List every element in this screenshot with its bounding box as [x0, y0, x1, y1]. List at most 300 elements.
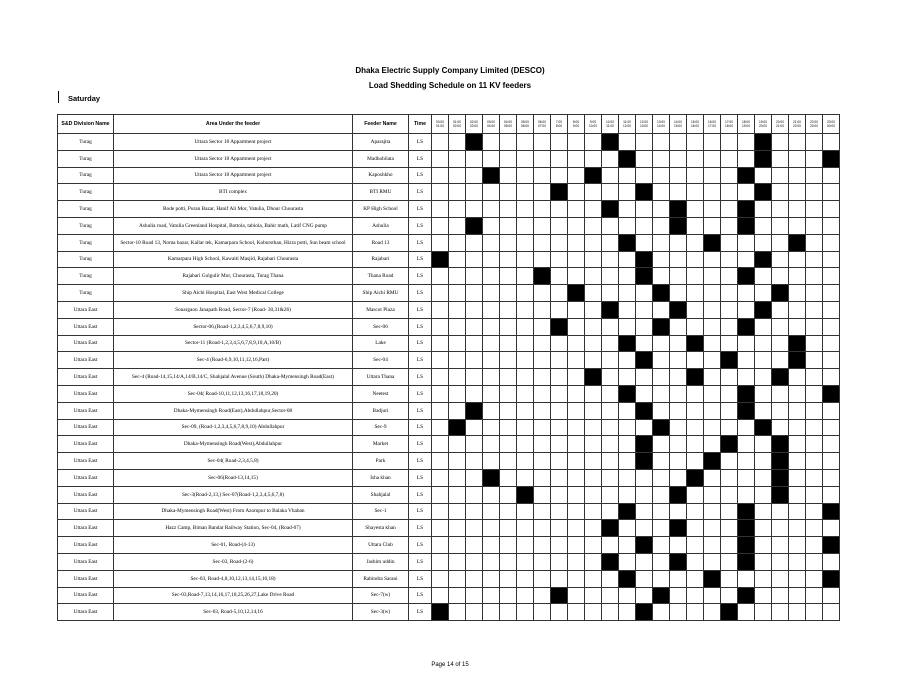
slot-cell — [755, 604, 772, 621]
slot-cell — [483, 453, 500, 470]
time-cell: LS — [409, 486, 432, 503]
slot-end: 11:00 — [606, 124, 614, 128]
slot-cell — [789, 486, 806, 503]
slot-cell — [772, 217, 789, 234]
table-row — [58, 201, 840, 218]
slot-cell — [466, 537, 483, 554]
shedding-slot-cell — [772, 453, 789, 470]
slot-cell — [602, 251, 619, 268]
slot-cell — [449, 150, 466, 167]
slot-end: 8:00 — [555, 124, 563, 128]
shedding-slot-cell — [789, 352, 806, 369]
slot-cell — [500, 604, 517, 621]
slot-cell — [483, 486, 500, 503]
shedding-slot-cell — [738, 537, 755, 554]
shedding-slot-cell — [551, 587, 568, 604]
slot-start: 05:00 — [521, 120, 529, 124]
slot-cell — [823, 486, 840, 503]
slot-cell — [704, 604, 721, 621]
slot-cell — [449, 587, 466, 604]
slot-cell — [653, 570, 670, 587]
slot-cell — [619, 537, 636, 554]
shedding-slot-cell — [823, 570, 840, 587]
slot-cell — [738, 369, 755, 386]
slot-cell — [687, 537, 704, 554]
slot-cell — [721, 301, 738, 318]
slot-cell — [704, 419, 721, 436]
slot-cell — [517, 352, 534, 369]
slot-cell — [517, 503, 534, 520]
slot-cell — [789, 301, 806, 318]
slot-cell — [721, 520, 738, 537]
slot-cell — [738, 134, 755, 151]
slot-cell — [772, 167, 789, 184]
slot-cell — [517, 453, 534, 470]
shedding-slot-cell — [704, 234, 721, 251]
slot-cell — [823, 134, 840, 151]
feeder-cell: Ashulia — [353, 217, 409, 234]
shedding-slot-cell — [466, 134, 483, 151]
slot-cell — [704, 285, 721, 302]
area-cell: Sec-03, Road-(2-6) — [114, 553, 353, 570]
area-cell: Sec-03, Road-4,8,10,12,13,14,15,16,18) — [114, 570, 353, 587]
shedding-slot-cell — [687, 369, 704, 386]
shedding-slot-cell — [721, 436, 738, 453]
slot-cell — [772, 503, 789, 520]
slot-cell — [721, 537, 738, 554]
page-number: Page 14 of 15 — [431, 662, 469, 668]
slot-cell — [755, 167, 772, 184]
slot-cell — [789, 520, 806, 537]
slot-cell — [585, 234, 602, 251]
slot-cell — [789, 150, 806, 167]
slot-cell — [585, 402, 602, 419]
shedding-slot-cell — [636, 352, 653, 369]
slot-cell — [449, 217, 466, 234]
slot-cell — [602, 436, 619, 453]
slot-cell — [755, 268, 772, 285]
division-cell: Turag — [58, 201, 114, 218]
shedding-slot-cell — [704, 570, 721, 587]
time-cell: LS — [409, 419, 432, 436]
slot-cell — [636, 587, 653, 604]
slot-cell — [466, 436, 483, 453]
area-cell: Kamarpara High School, Kawaiti Masjid, Rajabari Chourasta — [114, 251, 353, 268]
slot-cell — [636, 385, 653, 402]
table-row — [58, 285, 840, 302]
division-cell: Uttara East — [58, 352, 114, 369]
slot-start: 03:00 — [487, 120, 495, 124]
slot-cell — [789, 318, 806, 335]
slot-cell — [772, 402, 789, 419]
slot-cell — [619, 587, 636, 604]
slot-cell — [517, 436, 534, 453]
slot-header — [568, 115, 585, 134]
feeder-cell: Shayesta khan — [353, 520, 409, 537]
slot-cell — [806, 251, 823, 268]
table-row — [58, 486, 840, 503]
slot-cell — [806, 335, 823, 352]
slot-end: 16:00 — [691, 124, 699, 128]
slot-cell — [806, 453, 823, 470]
table-row — [58, 184, 840, 201]
slot-cell — [704, 385, 721, 402]
division-cell: Uttara East — [58, 453, 114, 470]
slot-start: 12:00 — [640, 120, 648, 124]
slot-cell — [721, 150, 738, 167]
slot-cell — [687, 352, 704, 369]
slot-cell — [619, 352, 636, 369]
area-cell: Sec-04( Road-10,11,12,13,16,17,18,19,20) — [114, 385, 353, 402]
slot-cell — [721, 285, 738, 302]
slot-cell — [551, 301, 568, 318]
slot-cell — [568, 553, 585, 570]
slot-cell — [466, 604, 483, 621]
table-row — [58, 369, 840, 386]
slot-cell — [568, 352, 585, 369]
slot-cell — [568, 402, 585, 419]
slot-cell — [687, 486, 704, 503]
slot-cell — [619, 301, 636, 318]
slot-cell — [534, 352, 551, 369]
division-cell: Uttara East — [58, 604, 114, 621]
slot-cell — [602, 503, 619, 520]
slot-cell — [755, 553, 772, 570]
slot-cell — [449, 184, 466, 201]
slot-cell — [483, 184, 500, 201]
shedding-slot-cell — [602, 301, 619, 318]
shedding-slot-cell — [670, 520, 687, 537]
slot-cell — [721, 419, 738, 436]
slot-cell — [517, 268, 534, 285]
slot-cell — [466, 268, 483, 285]
slot-cell — [483, 604, 500, 621]
shedding-slot-cell — [636, 402, 653, 419]
feeder-cell: Neetest — [353, 385, 409, 402]
slot-cell — [534, 436, 551, 453]
slot-cell — [704, 217, 721, 234]
slot-cell — [653, 184, 670, 201]
shedding-slot-cell — [517, 486, 534, 503]
slot-end: 03:00 — [470, 124, 478, 128]
slot-cell — [500, 503, 517, 520]
slot-cell — [551, 453, 568, 470]
slot-cell — [755, 436, 772, 453]
slot-cell — [585, 587, 602, 604]
slot-cell — [585, 318, 602, 335]
division-cell: Uttara East — [58, 570, 114, 587]
slot-cell — [636, 503, 653, 520]
slot-cell — [568, 419, 585, 436]
slot-cell — [670, 419, 687, 436]
slot-header — [755, 115, 772, 134]
slot-cell — [670, 335, 687, 352]
shedding-slot-cell — [619, 385, 636, 402]
slot-cell — [449, 134, 466, 151]
slot-start: 19:00 — [759, 120, 767, 124]
area-cell: BTI complex — [114, 184, 353, 201]
slot-cell — [449, 402, 466, 419]
slot-header — [789, 115, 806, 134]
shedding-slot-cell — [636, 537, 653, 554]
slot-cell — [466, 570, 483, 587]
slot-cell — [483, 587, 500, 604]
slot-cell — [823, 217, 840, 234]
slot-cell — [721, 335, 738, 352]
slot-cell — [670, 503, 687, 520]
slot-cell — [585, 134, 602, 151]
table-row — [58, 167, 840, 184]
shedding-slot-cell — [670, 301, 687, 318]
shedding-slot-cell — [602, 520, 619, 537]
slot-cell — [534, 503, 551, 520]
slot-cell — [483, 520, 500, 537]
slot-end: 02:00 — [453, 124, 461, 128]
slot-cell — [772, 587, 789, 604]
slot-cell — [823, 335, 840, 352]
slot-cell — [483, 570, 500, 587]
slot-cell — [466, 234, 483, 251]
slot-cell — [653, 369, 670, 386]
slot-cell — [704, 436, 721, 453]
slot-cell — [449, 167, 466, 184]
slot-cell — [585, 217, 602, 234]
table-row — [58, 352, 840, 369]
slot-cell — [466, 201, 483, 218]
slot-cell — [721, 570, 738, 587]
shedding-slot-cell — [653, 318, 670, 335]
area-cell: Dhaka-Mymensingh Road(West) From Azompur to Balaka Vhaban — [114, 503, 353, 520]
slot-cell — [602, 352, 619, 369]
slot-cell — [687, 587, 704, 604]
slot-cell — [619, 486, 636, 503]
division-cell: Uttara East — [58, 402, 114, 419]
slot-cell — [517, 234, 534, 251]
feeder-cell: Sec-04 — [353, 352, 409, 369]
shedding-slot-cell — [687, 335, 704, 352]
slot-cell — [653, 217, 670, 234]
slot-cell — [432, 402, 449, 419]
shedding-slot-cell — [670, 201, 687, 218]
slot-cell — [670, 369, 687, 386]
slot-cell — [619, 217, 636, 234]
slot-cell — [772, 184, 789, 201]
slot-cell — [738, 301, 755, 318]
time-cell: LS — [409, 520, 432, 537]
slot-cell — [653, 167, 670, 184]
slot-header — [534, 115, 551, 134]
slot-cell — [585, 503, 602, 520]
slot-cell — [483, 318, 500, 335]
slot-cell — [466, 301, 483, 318]
slot-cell — [619, 268, 636, 285]
slot-cell — [738, 486, 755, 503]
slot-cell — [721, 587, 738, 604]
slot-cell — [687, 419, 704, 436]
slot-cell — [585, 486, 602, 503]
slot-cell — [823, 553, 840, 570]
shedding-slot-cell — [653, 285, 670, 302]
slot-cell — [653, 604, 670, 621]
slot-cell — [670, 167, 687, 184]
shedding-slot-cell — [619, 335, 636, 352]
slot-cell — [466, 503, 483, 520]
table-row — [58, 570, 840, 587]
slot-cell — [721, 453, 738, 470]
slot-cell — [466, 369, 483, 386]
time-cell: LS — [409, 436, 432, 453]
division-cell: Uttara East — [58, 587, 114, 604]
shedding-slot-cell — [738, 402, 755, 419]
area-cell: Uttara Sector 18 Appartment project — [114, 134, 353, 151]
slot-cell — [432, 201, 449, 218]
slot-cell — [568, 318, 585, 335]
division-cell: Turag — [58, 150, 114, 167]
slot-header — [602, 115, 619, 134]
slot-end: 23:00 — [810, 124, 818, 128]
table-row — [58, 318, 840, 335]
slot-start: 14:00 — [674, 120, 682, 124]
table-row — [58, 503, 840, 520]
slot-cell — [823, 167, 840, 184]
slot-cell — [517, 217, 534, 234]
area-cell: Sec-4 (Road-6,9,10,11,12,16,Part) — [114, 352, 353, 369]
slot-cell — [721, 134, 738, 151]
time-cell: LS — [409, 352, 432, 369]
slot-cell — [500, 318, 517, 335]
shedding-slot-cell — [636, 184, 653, 201]
area-cell: Sonargaon Janapath Road, Sector-7 (Road- 30,31&26) — [114, 301, 353, 318]
slot-cell — [568, 268, 585, 285]
slot-cell — [585, 604, 602, 621]
slot-cell — [755, 335, 772, 352]
area-cell: Sec-09, (Road-1,2,3,4,5,6,7,8,9,10) Abdullahpur — [114, 419, 353, 436]
slot-cell — [823, 369, 840, 386]
slot-cell — [432, 318, 449, 335]
slot-cell — [704, 251, 721, 268]
slot-cell — [738, 150, 755, 167]
slot-cell — [449, 352, 466, 369]
slot-cell — [789, 537, 806, 554]
shedding-slot-cell — [789, 335, 806, 352]
slot-end: 20:00 — [759, 124, 767, 128]
slot-cell — [687, 436, 704, 453]
slot-cell — [568, 150, 585, 167]
slot-cell — [568, 335, 585, 352]
slot-cell — [806, 318, 823, 335]
slot-cell — [721, 369, 738, 386]
slot-header — [636, 115, 653, 134]
slot-cell — [534, 301, 551, 318]
feeder-cell: Uttara Thana — [353, 369, 409, 386]
slot-cell — [687, 553, 704, 570]
slot-cell — [551, 234, 568, 251]
slot-cell — [755, 285, 772, 302]
slot-start: 02:00 — [470, 120, 478, 124]
slot-cell — [772, 520, 789, 537]
slot-cell — [568, 184, 585, 201]
slot-cell — [619, 553, 636, 570]
slot-cell — [551, 167, 568, 184]
feeder-cell: Kaposhkho — [353, 167, 409, 184]
slot-cell — [500, 385, 517, 402]
slot-end: 00:00 — [827, 124, 835, 128]
time-cell: LS — [409, 553, 432, 570]
slot-cell — [721, 318, 738, 335]
slot-cell — [568, 167, 585, 184]
slot-cell — [568, 486, 585, 503]
slot-cell — [687, 385, 704, 402]
slot-cell — [772, 553, 789, 570]
slot-cell — [466, 486, 483, 503]
feeder-cell: Jashim uddin — [353, 553, 409, 570]
slot-cell — [500, 453, 517, 470]
slot-cell — [551, 520, 568, 537]
slot-cell — [449, 318, 466, 335]
slot-cell — [517, 318, 534, 335]
time-header: Time — [409, 115, 432, 134]
slot-cell — [653, 234, 670, 251]
slot-cell — [687, 134, 704, 151]
slot-cell — [500, 587, 517, 604]
slot-cell — [721, 217, 738, 234]
slot-cell — [534, 318, 551, 335]
slot-cell — [466, 184, 483, 201]
slot-header — [432, 115, 449, 134]
slot-cell — [755, 453, 772, 470]
slot-cell — [789, 453, 806, 470]
slot-cell — [500, 436, 517, 453]
slot-cell — [449, 453, 466, 470]
slot-cell — [772, 335, 789, 352]
slot-cell — [755, 369, 772, 386]
shedding-slot-cell — [585, 369, 602, 386]
slot-cell — [704, 503, 721, 520]
area-cell: Bode potti, Puran Bazar, Hanif Ali Mor, Vatulia, Dhour Chourasta — [114, 201, 353, 218]
slot-cell — [517, 587, 534, 604]
slot-cell — [653, 385, 670, 402]
slot-cell — [551, 503, 568, 520]
slot-cell — [551, 201, 568, 218]
slot-cell — [602, 217, 619, 234]
slot-cell — [755, 402, 772, 419]
slot-cell — [823, 285, 840, 302]
slot-cell — [432, 301, 449, 318]
time-cell: LS — [409, 402, 432, 419]
shedding-slot-cell — [738, 318, 755, 335]
slot-cell — [653, 469, 670, 486]
shedding-slot-cell — [738, 268, 755, 285]
shedding-slot-cell — [789, 234, 806, 251]
slot-cell — [602, 234, 619, 251]
slot-cell — [551, 335, 568, 352]
division-cell: Uttara East — [58, 385, 114, 402]
slot-cell — [500, 570, 517, 587]
slot-cell — [585, 201, 602, 218]
time-cell: LS — [409, 604, 432, 621]
slot-cell — [500, 167, 517, 184]
slot-cell — [670, 402, 687, 419]
slot-cell — [670, 268, 687, 285]
slot-cell — [602, 167, 619, 184]
slot-cell — [483, 150, 500, 167]
time-cell: LS — [409, 251, 432, 268]
slot-cell — [670, 604, 687, 621]
slot-end: 07:00 — [538, 124, 546, 128]
slot-cell — [568, 385, 585, 402]
feeder-cell: Aparajita — [353, 134, 409, 151]
time-cell: LS — [409, 184, 432, 201]
